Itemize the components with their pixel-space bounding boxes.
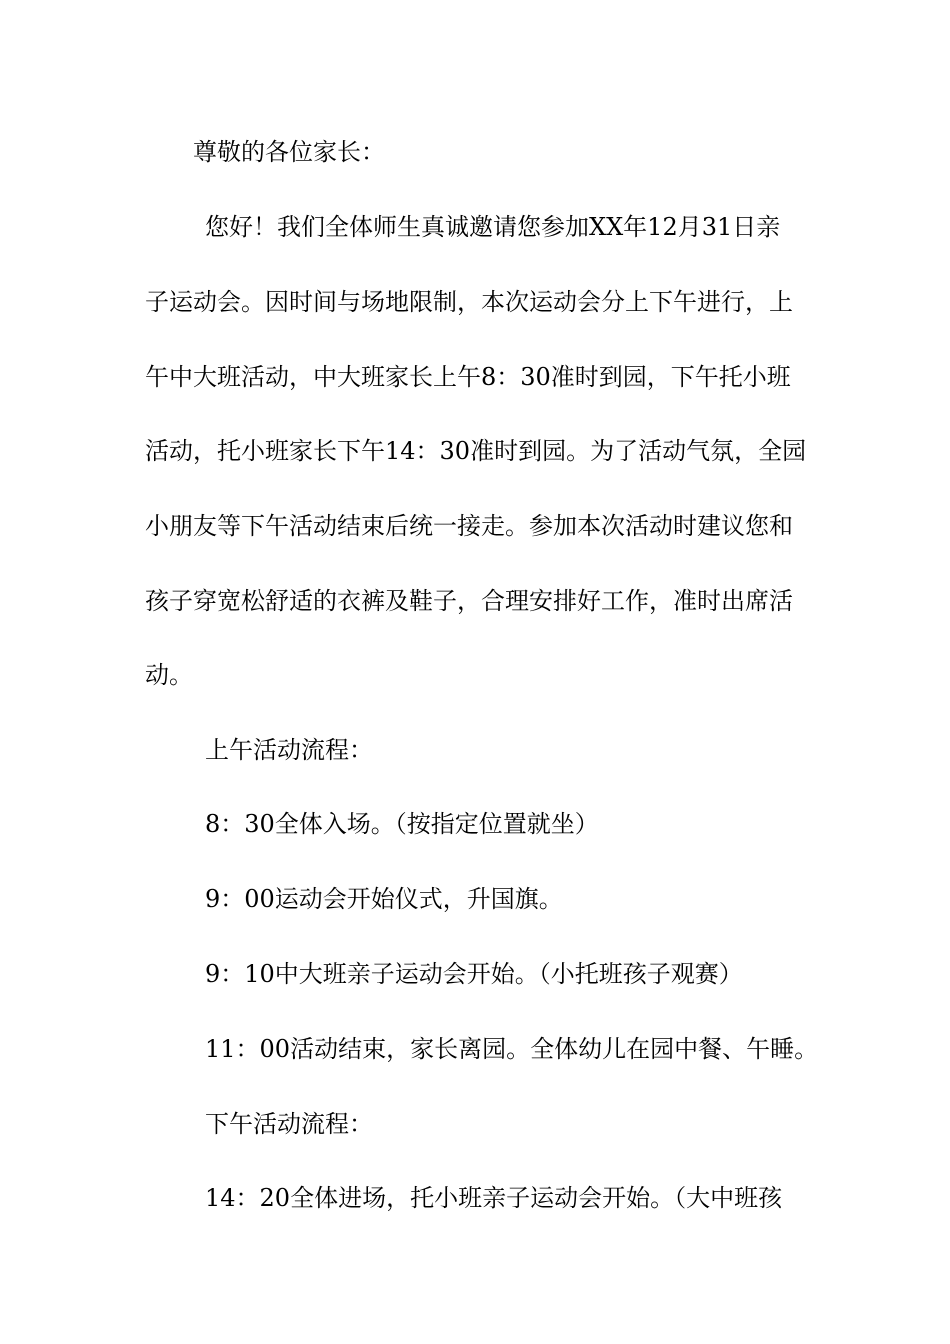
paragraph-line: 孩子穿宽松舒适的衣裤及鞋子，合理安排好工作，准时出席活 [145,587,793,615]
paragraph-line: 子运动会。因时间与场地限制，本次运动会分上下午进行，上 [145,288,793,316]
paragraph-line: 小朋友等下午活动结束后统一接走。参加本次活动时建议您和 [145,512,793,540]
paragraph-line: 活动，托小班家长下午14：30准时到园。为了活动气氛，全园 [145,437,807,465]
schedule-item: 11：00活动结束，家长离园。全体幼儿在园中餐、午睡。 [205,1035,819,1063]
paragraph-line: 午中大班活动，中大班家长上午8：30准时到园，下午托小班 [145,363,791,391]
schedule-item: 14：20全体进场，托小班亲子运动会开始。（大中班孩 [205,1184,783,1212]
schedule-item: 9：10中大班亲子运动会开始。（小托班孩子观赛） [205,960,743,988]
paragraph-line: 动。 [145,661,193,689]
morning-schedule-heading: 上午活动流程： [205,736,373,764]
greeting: 尊敬的各位家长： [193,138,385,166]
paragraph-line: 您好！我们全体师生真诚邀请您参加XX年12月31日亲 [205,213,781,241]
schedule-item: 8：30全体入场。（按指定位置就坐） [205,810,599,838]
afternoon-schedule-heading: 下午活动流程： [205,1110,373,1138]
schedule-item: 9：00运动会开始仪式，升国旗。 [205,885,563,913]
